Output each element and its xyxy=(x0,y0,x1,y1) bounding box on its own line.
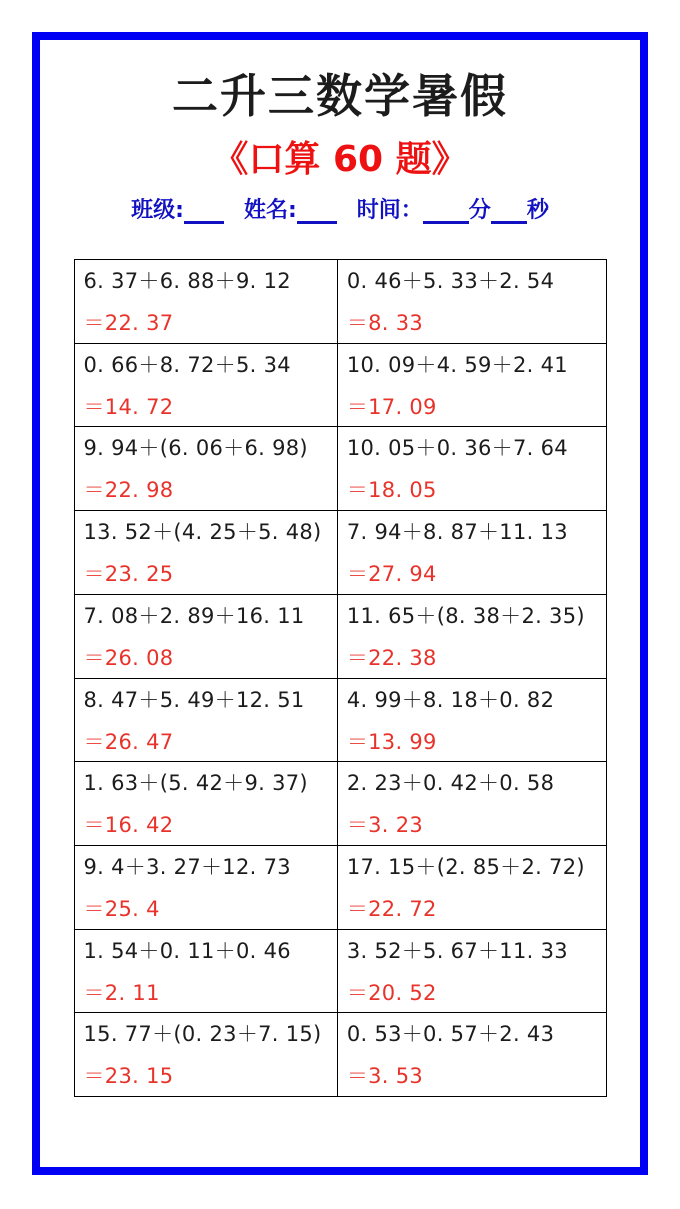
problem-answer: ＝2. 11 xyxy=(83,980,160,1005)
time-label: 时间： xyxy=(356,198,423,224)
class-label: 班级: xyxy=(131,198,184,224)
class-blank xyxy=(184,200,224,224)
time-minutes-blank xyxy=(423,200,469,224)
problem-expression: 9. 4＋3. 27＋12. 73 xyxy=(83,854,291,879)
problem-row xyxy=(74,845,606,929)
page-title: 二升三数学暑假 xyxy=(172,69,508,123)
problem-expression: 10. 09＋4. 59＋2. 41 xyxy=(346,352,568,377)
problem-cell xyxy=(74,511,337,595)
problem-answer: ＝26. 08 xyxy=(83,645,174,670)
seconds-unit-label: 秒 xyxy=(526,198,549,224)
problem-cell xyxy=(74,594,337,678)
name-blank xyxy=(297,200,337,224)
problem-expression: 7. 94＋8. 87＋11. 13 xyxy=(346,520,568,545)
problem-expression: 0. 46＋5. 33＋2. 54 xyxy=(346,269,555,294)
problem-row xyxy=(74,343,606,427)
problem-expression: 15. 77＋(0. 23＋7. 15) xyxy=(83,1022,322,1047)
student-info-line xyxy=(131,198,549,224)
problem-answer: ＝22. 37 xyxy=(83,311,174,336)
problem-cell xyxy=(74,845,337,929)
problem-expression: 6. 37＋6. 88＋9. 12 xyxy=(83,269,291,294)
problem-cell xyxy=(74,762,337,846)
problem-answer: ＝18. 05 xyxy=(346,478,437,503)
problem-expression: 17. 15＋(2. 85＋2. 72) xyxy=(346,854,585,879)
problems-table-body xyxy=(74,260,606,1097)
problem-cell xyxy=(74,343,337,427)
problem-expression: 1. 54＋0. 11＋0. 46 xyxy=(83,938,291,963)
problem-expression: 7. 08＋2. 89＋16. 11 xyxy=(83,603,305,628)
time-seconds-blank xyxy=(491,200,527,224)
problem-answer: ＝27. 94 xyxy=(346,562,437,587)
problem-cell xyxy=(74,1013,337,1097)
problem-row xyxy=(74,427,606,511)
problem-answer: ＝14. 72 xyxy=(83,394,174,419)
page-subtitle: 《口算 60 题》 xyxy=(212,139,468,181)
problem-expression: 10. 05＋0. 36＋7. 64 xyxy=(346,436,568,461)
name-label: 姓名: xyxy=(243,198,297,224)
problem-cell xyxy=(337,260,606,344)
problem-cell xyxy=(337,929,606,1013)
problem-answer: ＝8. 33 xyxy=(346,311,424,336)
problem-answer: ＝13. 99 xyxy=(346,729,437,754)
page-blue-frame xyxy=(32,32,648,1175)
problem-answer: ＝25. 4 xyxy=(83,896,160,921)
problem-answer: ＝3. 53 xyxy=(346,1064,424,1089)
problems-table-wrap xyxy=(74,259,607,1097)
problem-answer: ＝22. 98 xyxy=(83,478,174,503)
worksheet-content xyxy=(40,40,640,1167)
problem-expression: 3. 52＋5. 67＋11. 33 xyxy=(346,938,568,963)
problem-expression: 13. 52＋(4. 25＋5. 48) xyxy=(83,520,322,545)
problem-answer: ＝23. 25 xyxy=(83,562,174,587)
problem-answer: ＝23. 15 xyxy=(83,1064,174,1089)
problems-table xyxy=(74,259,607,1097)
problem-row xyxy=(74,929,606,1013)
problem-cell xyxy=(337,1013,606,1097)
problem-expression: 4. 99＋8. 18＋0. 82 xyxy=(346,687,555,712)
problem-expression: 0. 66＋8. 72＋5. 34 xyxy=(83,352,291,377)
problem-answer: ＝16. 42 xyxy=(83,813,174,838)
problem-expression: 9. 94＋(6. 06＋6. 98) xyxy=(83,436,308,461)
problem-answer: ＝26. 47 xyxy=(83,729,174,754)
problem-answer: ＝22. 38 xyxy=(346,645,437,670)
minutes-unit-label: 分 xyxy=(468,198,491,224)
problem-cell xyxy=(74,929,337,1013)
problem-row xyxy=(74,260,606,344)
problem-cell xyxy=(337,845,606,929)
problem-cell xyxy=(337,427,606,511)
problem-expression: 2. 23＋0. 42＋0. 58 xyxy=(346,771,555,796)
problem-cell xyxy=(337,594,606,678)
problem-expression: 1. 63＋(5. 42＋9. 37) xyxy=(83,771,308,796)
problem-answer: ＝22. 72 xyxy=(346,896,437,921)
problem-cell xyxy=(337,678,606,762)
problem-answer: ＝3. 23 xyxy=(346,813,424,838)
problem-cell xyxy=(74,678,337,762)
problem-cell xyxy=(337,511,606,595)
problem-cell xyxy=(74,260,337,344)
problem-cell xyxy=(337,762,606,846)
problem-cell xyxy=(74,427,337,511)
problem-row xyxy=(74,1013,606,1097)
problem-expression: 8. 47＋5. 49＋12. 51 xyxy=(83,687,305,712)
problem-cell xyxy=(337,343,606,427)
problem-row xyxy=(74,511,606,595)
problem-expression: 0. 53＋0. 57＋2. 43 xyxy=(346,1022,555,1047)
problem-row xyxy=(74,594,606,678)
problem-answer: ＝17. 09 xyxy=(346,394,437,419)
problem-answer: ＝20. 52 xyxy=(346,980,437,1005)
problem-row xyxy=(74,762,606,846)
problem-row xyxy=(74,678,606,762)
problem-expression: 11. 65＋(8. 38＋2. 35) xyxy=(346,603,585,628)
